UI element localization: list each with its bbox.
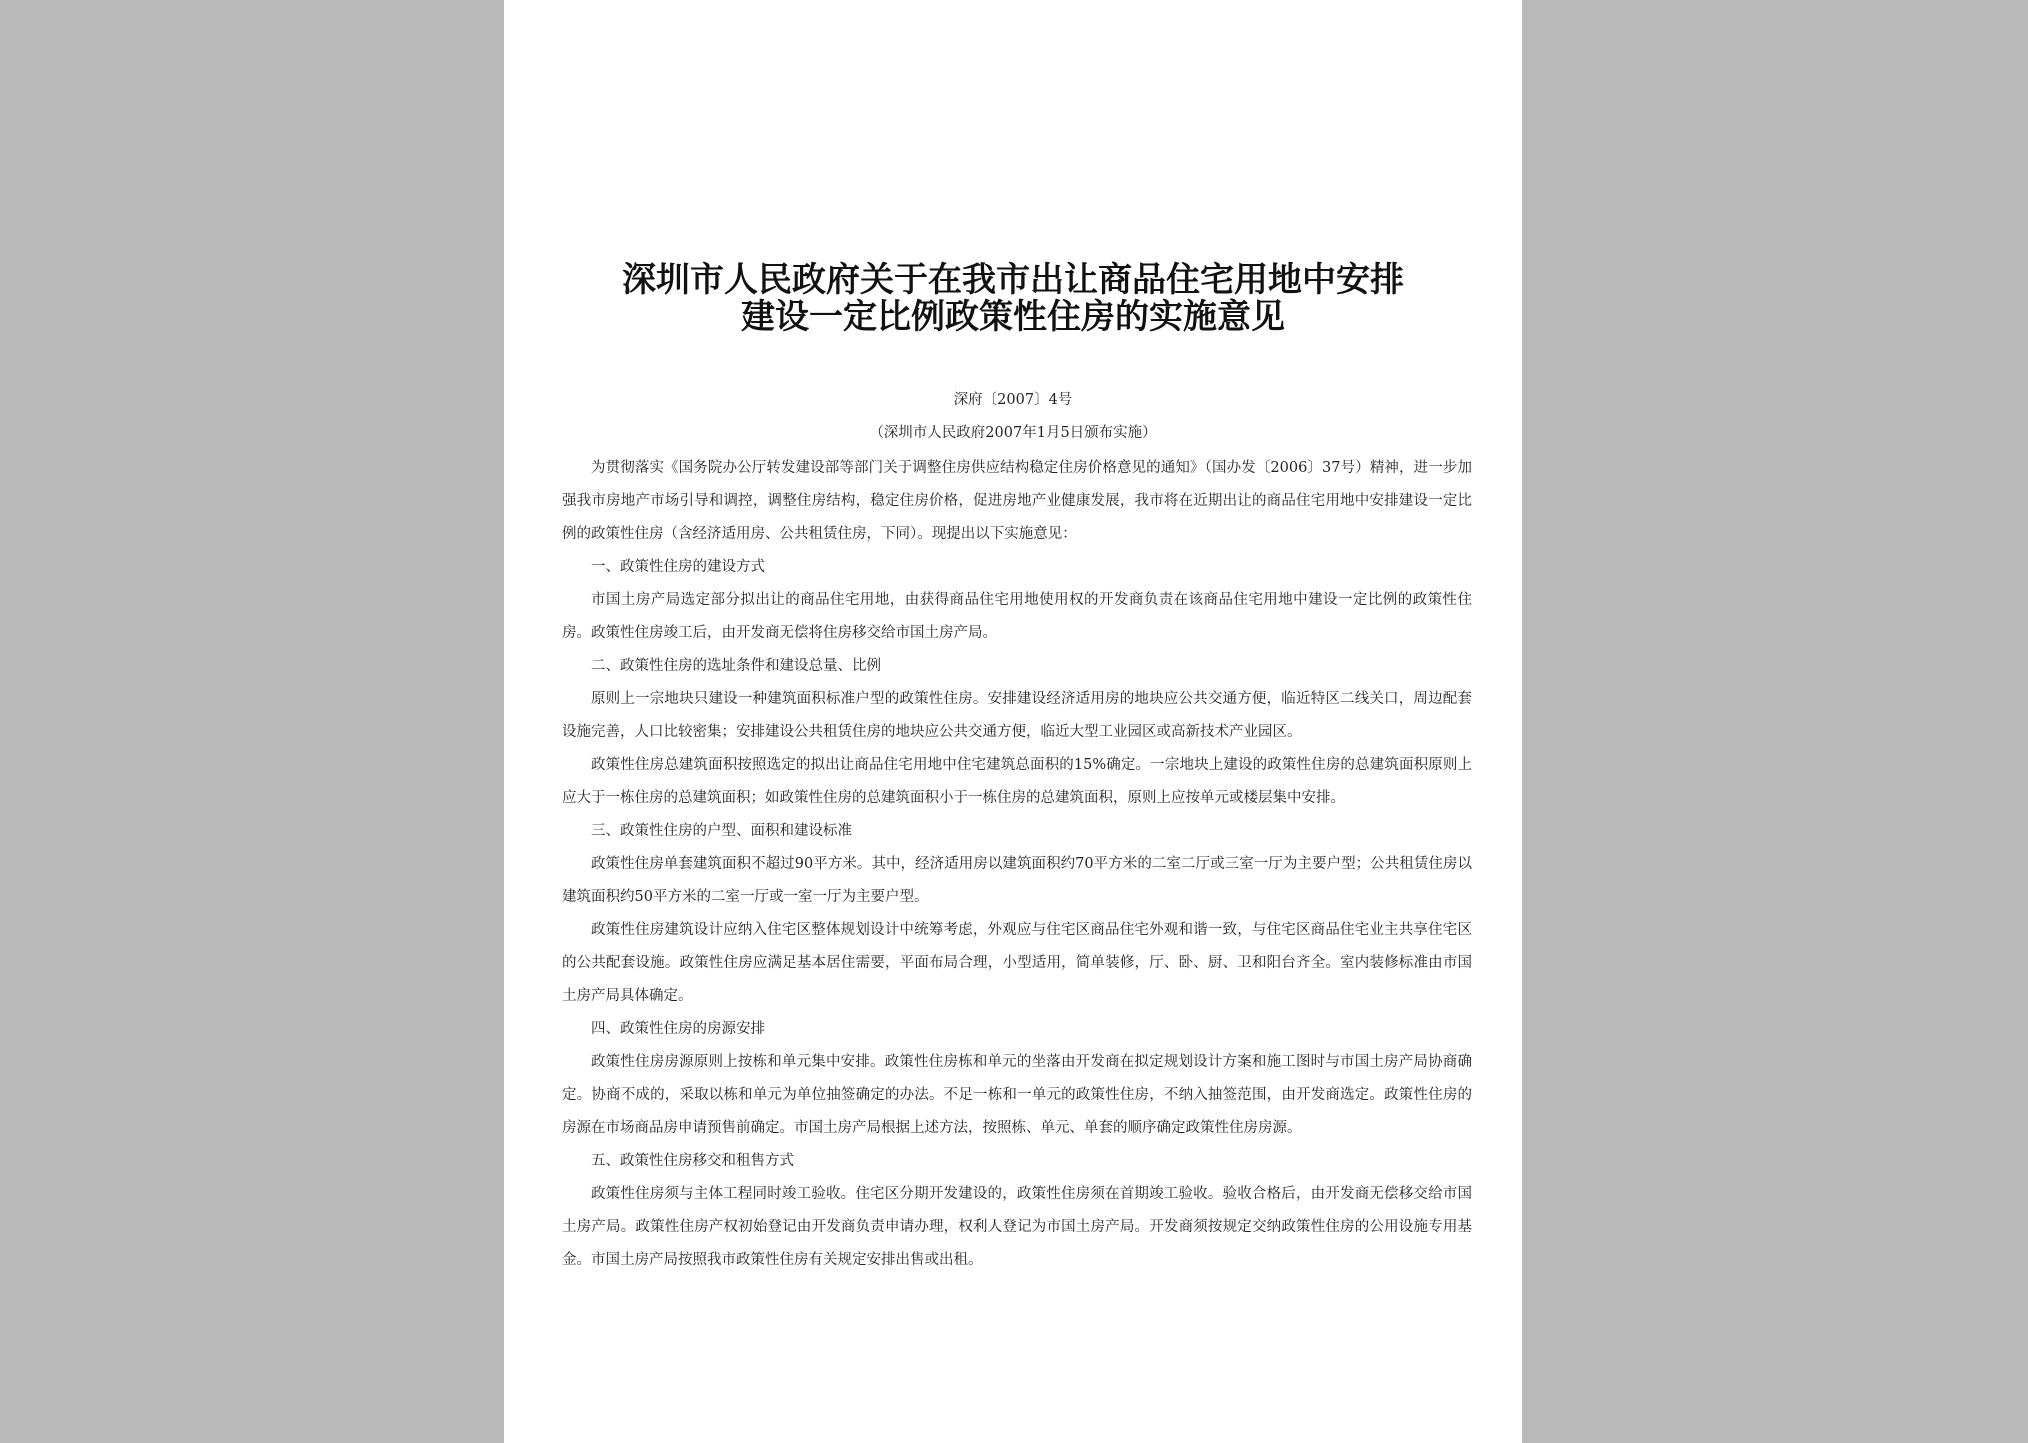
- paragraph: 政策性住房总建筑面积按照选定的拟出让商品住宅用地中住宅建筑总面积的15%确定。一宗地块上建设的政策性住房的总建筑面积原则上应大于一栋住房的总建筑面积；如政策性住房的总建筑面积小于一栋住房的总建筑面积，原则上应按单元或楼层集中安排。: [562, 757, 1472, 806]
- section-heading: 一、政策性住房的建设方式: [591, 559, 765, 575]
- section-heading: 四、政策性住房的房源安排: [591, 1021, 765, 1037]
- section-heading: 五、政策性住房移交和租售方式: [591, 1153, 794, 1169]
- document-body: [562, 452, 1472, 1277]
- document-number: 深府〔2007〕4号: [953, 392, 1073, 408]
- paragraph: 原则上一宗地块只建设一种建筑面积标准户型的政策性住房。安排建设经济适用房的地块应公共交通方便，临近特区二线关口，周边配套设施完善，人口比较密集；安排建设公共租赁住房的地块应公共交通方便，临近大型工业园区或高新技术产业园区。: [562, 691, 1472, 740]
- paragraph: 市国土房产局选定部分拟出让的商品住宅用地，由获得商品住宅用地使用权的开发商负责在该商品住宅用地中建设一定比例的政策性住房。政策性住房竣工后，由开发商无偿将住房移交给市国土房产局。: [562, 592, 1472, 641]
- paragraph: 政策性住房房源原则上按栋和单元集中安排。政策性住房栋和单元的坐落由开发商在拟定规划设计方案和施工图时与市国土房产局协商确定。协商不成的，采取以栋和单元为单位抽签确定的办法。不足一栋和一单元的政策性住房，不纳入抽签范围，由开发商选定。政策性住房的房源在市场商品房申请预售前确定。市国土房产局根据上述方法，按照栋、单元、单套的顺序确定政策性住房房源。: [562, 1054, 1472, 1136]
- section-heading: 二、政策性住房的选址条件和建设总量、比例: [591, 658, 881, 674]
- section-heading: 三、政策性住房的户型、面积和建设标准: [591, 823, 852, 839]
- document-title-line-2: 建设一定比例政策性住房的实施意见: [741, 297, 1285, 337]
- paragraph: 为贯彻落实《国务院办公厅转发建设部等部门关于调整住房供应结构稳定住房价格意见的通知》（国办发〔2006〕37号）精神，进一步加强我市房地产市场引导和调控，调整住房结构，稳定住房价格，促进房地产业健康发展，我市将在近期出让的商品住宅用地中安排建设一定比例的政策性住房（含经济适用房、公共租赁住房，下同）。现提出以下实施意见：: [562, 460, 1472, 542]
- paragraph: 政策性住房须与主体工程同时竣工验收。住宅区分期开发建设的，政策性住房须在首期竣工验收。验收合格后，由开发商无偿移交给市国土房产局。政策性住房产权初始登记由开发商负责申请办理，权利人登记为市国土房产局。开发商须按规定交纳政策性住房的公用设施专用基金。市国土房产局按照我市政策性住房有关规定安排出售或出租。: [562, 1186, 1472, 1268]
- document-title-line-1: 深圳市人民政府关于在我市出让商品住宅用地中安排: [622, 260, 1404, 300]
- paragraph: 政策性住房建筑设计应纳入住宅区整体规划设计中统筹考虑，外观应与住宅区商品住宅外观和谐一致，与住宅区商品住宅业主共享住宅区的公共配套设施。政策性住房应满足基本居住需要，平面布局合理，小型适用，简单装修，厅、卧、厨、卫和阳台齐全。室内装修标准由市国土房产局具体确定。: [562, 922, 1472, 1004]
- paragraph: 政策性住房单套建筑面积不超过90平方米。其中，经济适用房以建筑面积约70平方米的二室二厅或三室一厅为主要户型；公共租赁住房以建筑面积约50平方米的二室一厅或一室一厅为主要户型。: [562, 856, 1472, 905]
- issue-note: （深圳市人民政府2007年1月5日颁布实施）: [869, 425, 1157, 441]
- document-title: [564, 262, 1462, 336]
- document-page: [504, 0, 1522, 1443]
